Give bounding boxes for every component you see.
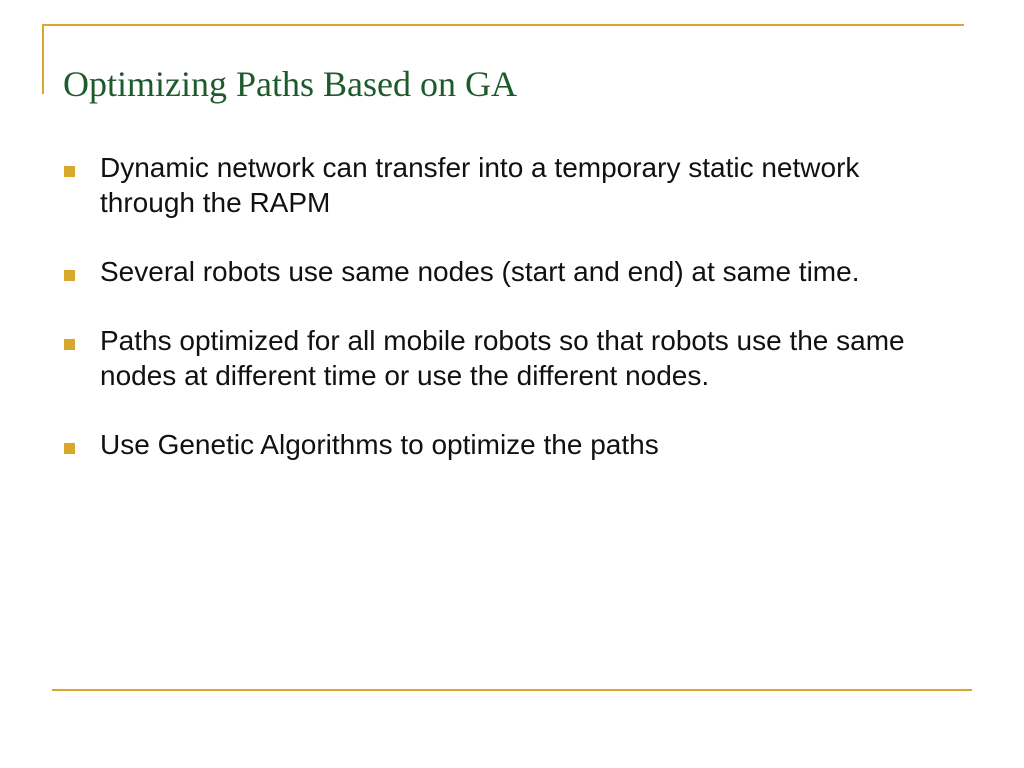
bullet-item-genetic-algorithms	[64, 427, 964, 462]
top-border-line	[42, 24, 964, 26]
left-border-line	[42, 24, 44, 94]
square-bullet-icon	[64, 339, 75, 350]
bullet-text: Dynamic network can transfer into a temporary static network through the RAPM	[100, 152, 860, 218]
slide-title: Optimizing Paths Based on GA	[63, 64, 517, 104]
bullet-text: Several robots use same nodes (start and end) at same time.	[100, 256, 860, 287]
bullet-list	[64, 150, 964, 496]
bullet-item-dynamic-network	[64, 150, 964, 220]
bottom-divider-line	[52, 689, 972, 691]
square-bullet-icon	[64, 270, 75, 281]
bullet-item-several-robots	[64, 254, 964, 289]
bullet-item-paths-optimized	[64, 323, 964, 393]
bullet-text: Paths optimized for all mobile robots so that robots use the same nodes at different time or use the different nodes.	[100, 325, 905, 391]
bullet-text: Use Genetic Algorithms to optimize the paths	[100, 429, 659, 460]
square-bullet-icon	[64, 443, 75, 454]
square-bullet-icon	[64, 166, 75, 177]
